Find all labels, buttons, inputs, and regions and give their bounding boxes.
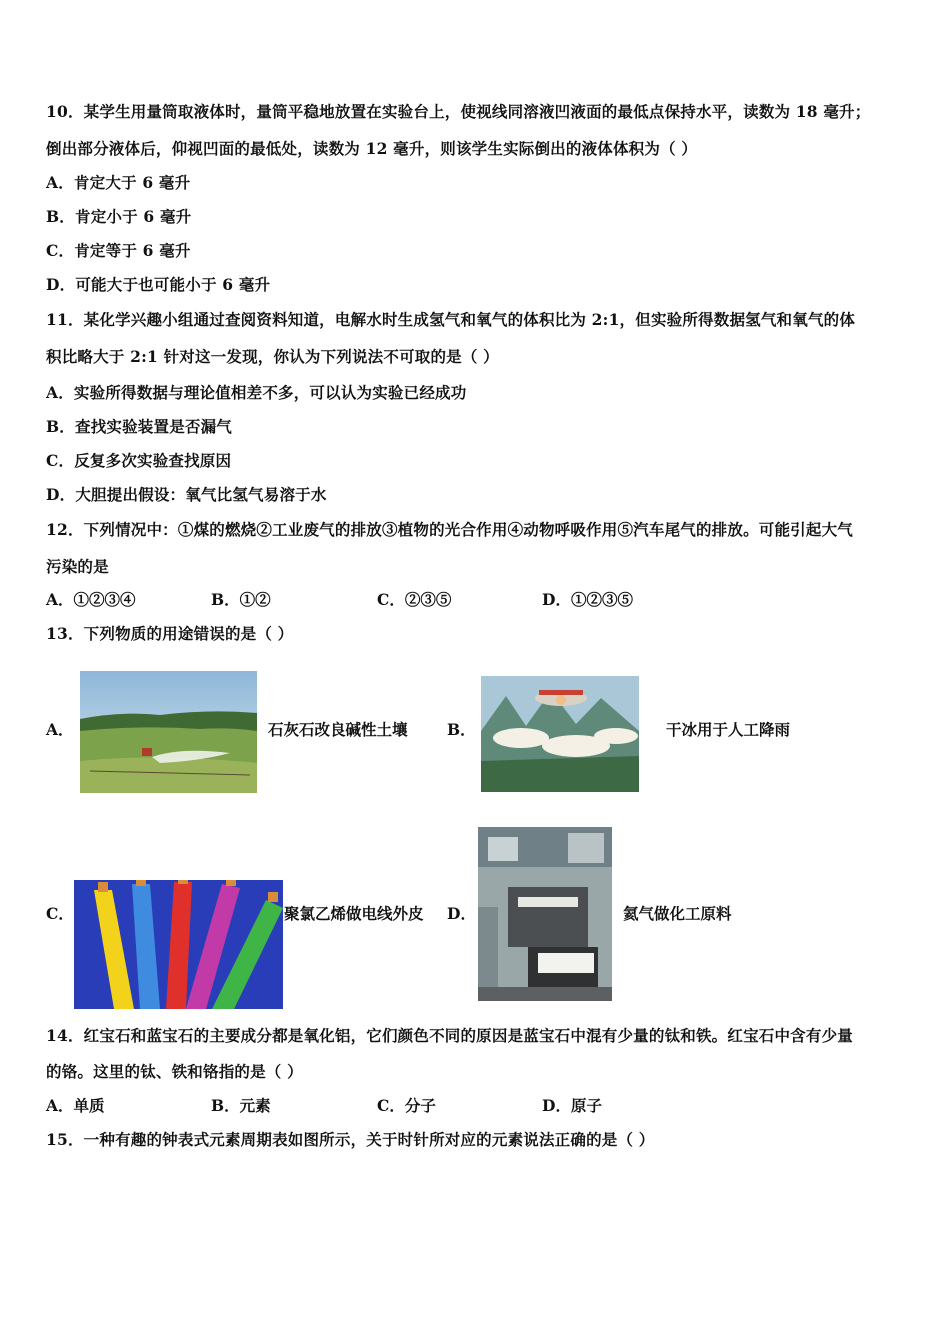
q13-label-c: C． [46,904,74,923]
q12-option-b: B．①② [211,590,271,609]
q13-image-d-factory [478,827,612,1001]
q11-option-c: C．反复多次实验查找原因 [46,451,232,470]
q14-stem-line1: 14．红宝石和蓝宝石的主要成分都是氧化铝，它们颜色不同的原因是蓝宝石中混有少量的钛和铁。红宝石中含有少量 [46,1026,853,1045]
q14-option-a: A．单质 [46,1096,105,1115]
q11-option-a: A．实验所得数据与理论值相差不多，可以认为实验已经成功 [46,383,467,402]
q14-option-d: D．原子 [542,1096,602,1115]
q11-stem-line2: 积比略大于 2:1 针对这一发现，你认为下列说法不可取的是（ ） [46,347,499,366]
q13-stem: 13．下列物质的用途错误的是（ ） [46,624,294,643]
q13-label-d: D． [447,904,476,923]
q12-stem-line2: 污染的是 [46,557,109,576]
q13-label-b: B． [447,720,476,739]
q14-stem-line2: 的铬。这里的钛、铁和铬指的是（ ） [46,1062,303,1081]
q11-option-b: B．查找实验装置是否漏气 [46,417,233,436]
q10-option-b: B．肯定小于 6 毫升 [46,207,192,226]
q13-image-c-wires [74,880,283,1009]
q12-stem-line1: 12．下列情况中：①煤的燃烧②工业废气的排放③植物的光合作用④动物呼吸作用⑤汽车尾气的排放。可能引起大气 [46,520,853,539]
q10-stem-line2: 倒出部分液体后，仰视凹面的最低处，读数为 12 毫升，则该学生实际倒出的液体体积为（ ） [46,139,698,158]
q13-caption-c: 聚氯乙烯做电线外皮 [284,904,424,923]
q10-option-a: A．肯定大于 6 毫升 [46,173,191,192]
q11-option-d: D．大胆提出假设：氧气比氢气易溶于水 [46,485,327,504]
q14-option-b: B．元素 [211,1096,271,1115]
q10-stem-line1: 10．某学生用量筒取液体时，量筒平稳地放置在实验台上，使视线同溶液凹液面的最低点保持水平，读数为 18 毫升； [46,102,871,121]
q13-image-b-cloud-seeding-plane [481,676,639,792]
q13-caption-a: 石灰石改良碱性土壤 [268,720,408,739]
q10-option-c: C．肯定等于 6 毫升 [46,241,191,260]
q13-caption-b: 干冰用于人工降雨 [666,720,791,739]
q13-label-a: A． [46,720,74,739]
q13-image-a-field [80,671,257,793]
q12-option-c: C．②③⑤ [377,590,452,609]
q14-option-c: C．分子 [377,1096,436,1115]
q11-stem-line1: 11．某化学兴趣小组通过查阅资料知道，电解水时生成氢气和氧气的体积比为 2:1，但实验所得数据氢气和氧气的体 [46,310,856,329]
q12-option-a: A．①②③④ [46,590,136,609]
q13-caption-d: 氦气做化工原料 [623,904,732,923]
q15-stem: 15．一种有趣的钟表式元素周期表如图所示，关于时针所对应的元素说法正确的是（ ） [46,1130,655,1149]
q10-option-d: D．可能大于也可能小于 6 毫升 [46,275,271,294]
q12-option-d: D．①②③⑤ [542,590,633,609]
